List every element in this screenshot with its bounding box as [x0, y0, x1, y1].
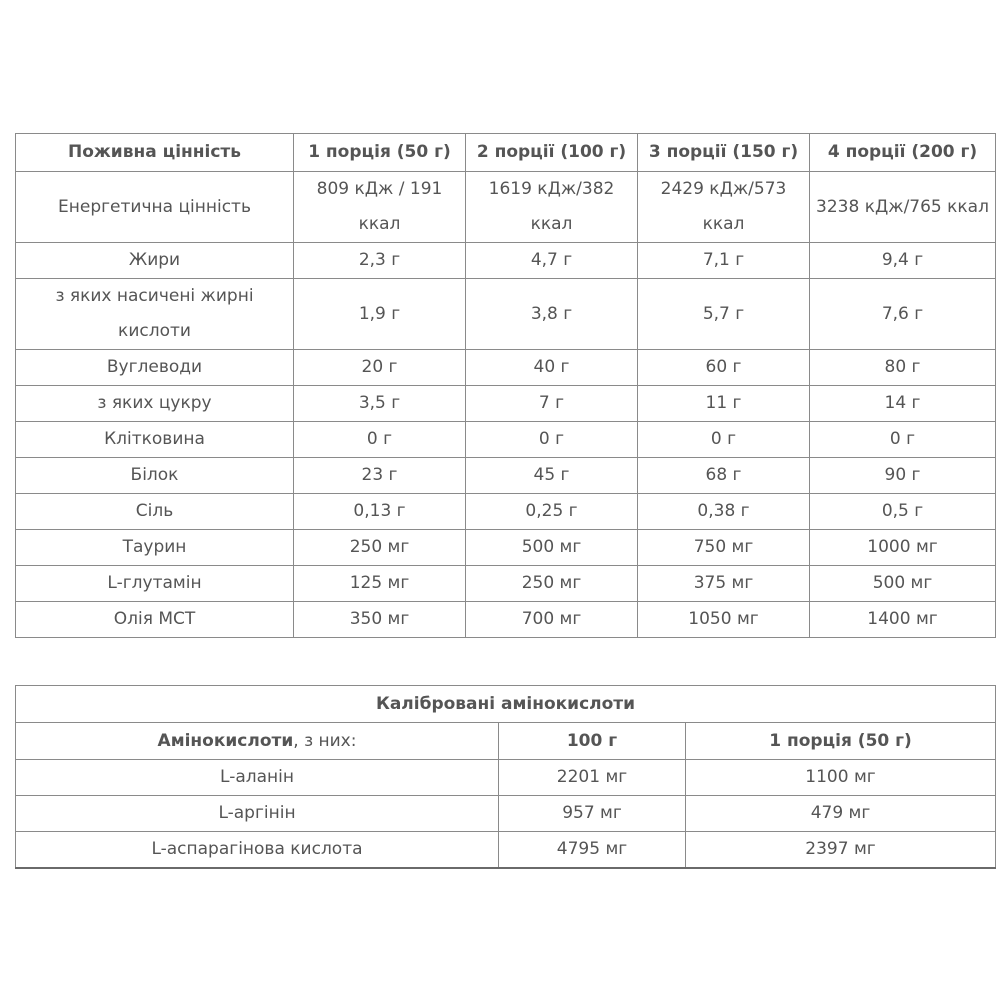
cell-value: 20 г	[294, 350, 466, 386]
amino-title-row	[16, 686, 996, 723]
header-3-servings: 3 порції (150 г)	[638, 134, 810, 172]
nutrition-header-row	[16, 134, 996, 172]
cell-value: 1400 мг	[810, 602, 996, 638]
row-label: Сіль	[16, 494, 294, 530]
table-row	[16, 279, 996, 350]
cell-value: 2,3 г	[294, 243, 466, 279]
cell-value: 9,4 г	[810, 243, 996, 279]
row-label: з яких цукру	[16, 386, 294, 422]
cell-value: 0 г	[294, 422, 466, 458]
header-amino-acids-rest: , з них:	[293, 731, 357, 751]
cell-value: 3,8 г	[466, 279, 638, 350]
cell-value: 2397 мг	[686, 832, 996, 869]
header-4-servings: 4 порції (200 г)	[810, 134, 996, 172]
cell-value: 0 г	[810, 422, 996, 458]
cell-value: 1100 мг	[686, 760, 996, 796]
cell-value: 700 мг	[466, 602, 638, 638]
table-row	[16, 386, 996, 422]
header-2-servings: 2 порції (100 г)	[466, 134, 638, 172]
table-row	[16, 350, 996, 386]
cell-value: 1050 мг	[638, 602, 810, 638]
cell-value: 957 мг	[499, 796, 686, 832]
cell-value: 809 кДж / 191 ккал	[294, 172, 466, 243]
cell-value: 0 г	[466, 422, 638, 458]
cell-value: 0,5 г	[810, 494, 996, 530]
table-row	[16, 172, 996, 243]
cell-value: 0 г	[638, 422, 810, 458]
cell-value: 45 г	[466, 458, 638, 494]
amino-header-row	[16, 723, 996, 760]
row-label: Клітковина	[16, 422, 294, 458]
table-row	[16, 422, 996, 458]
nutrition-table	[15, 133, 996, 638]
row-label: Олія МСТ	[16, 602, 294, 638]
header-nutritional-value: Поживна цінність	[16, 134, 294, 172]
row-label: Енергетична цінність	[16, 172, 294, 243]
cell-value: 1,9 г	[294, 279, 466, 350]
cell-value: 750 мг	[638, 530, 810, 566]
table-row	[16, 602, 996, 638]
cell-value: 11 г	[638, 386, 810, 422]
cell-value: 1000 мг	[810, 530, 996, 566]
row-label: L-глутамін	[16, 566, 294, 602]
cell-value: 125 мг	[294, 566, 466, 602]
table-row	[16, 796, 996, 832]
table-row	[16, 566, 996, 602]
cell-value: 2429 кДж/573 ккал	[638, 172, 810, 243]
cell-value: 4795 мг	[499, 832, 686, 869]
table-row	[16, 243, 996, 279]
row-label: з яких насичені жирні кислоти	[16, 279, 294, 350]
row-label: L-аспарагінова кислота	[16, 832, 499, 869]
cell-value: 0,38 г	[638, 494, 810, 530]
header-amino-acids	[16, 723, 499, 760]
cell-value: 1619 кДж/382 ккал	[466, 172, 638, 243]
header-100g: 100 г	[499, 723, 686, 760]
cell-value: 3238 кДж/765 ккал	[810, 172, 996, 243]
amino-acids-table	[15, 685, 996, 869]
amino-table-title: Калібровані амінокислоти	[16, 686, 996, 723]
cell-value: 14 г	[810, 386, 996, 422]
row-label: Білок	[16, 458, 294, 494]
table-row	[16, 760, 996, 796]
row-label: Таурин	[16, 530, 294, 566]
header-1-serving: 1 порція (50 г)	[686, 723, 996, 760]
cell-value: 5,7 г	[638, 279, 810, 350]
row-label: Вуглеводи	[16, 350, 294, 386]
cell-value: 500 мг	[810, 566, 996, 602]
table-row	[16, 494, 996, 530]
row-label: L-аланін	[16, 760, 499, 796]
cell-value: 0,13 г	[294, 494, 466, 530]
cell-value: 7,1 г	[638, 243, 810, 279]
table-row	[16, 530, 996, 566]
cell-value: 250 мг	[294, 530, 466, 566]
cell-value: 4,7 г	[466, 243, 638, 279]
cell-value: 500 мг	[466, 530, 638, 566]
cell-value: 250 мг	[466, 566, 638, 602]
cell-value: 23 г	[294, 458, 466, 494]
cell-value: 375 мг	[638, 566, 810, 602]
row-label: L-аргінін	[16, 796, 499, 832]
header-amino-acids-bold: Амінокислоти	[157, 731, 294, 751]
table-row	[16, 832, 996, 869]
cell-value: 7 г	[466, 386, 638, 422]
cell-value: 2201 мг	[499, 760, 686, 796]
cell-value: 0,25 г	[466, 494, 638, 530]
header-1-serving: 1 порція (50 г)	[294, 134, 466, 172]
cell-value: 90 г	[810, 458, 996, 494]
table-row	[16, 458, 996, 494]
row-label: Жири	[16, 243, 294, 279]
cell-value: 80 г	[810, 350, 996, 386]
cell-value: 479 мг	[686, 796, 996, 832]
cell-value: 60 г	[638, 350, 810, 386]
cell-value: 40 г	[466, 350, 638, 386]
cell-value: 7,6 г	[810, 279, 996, 350]
cell-value: 3,5 г	[294, 386, 466, 422]
cell-value: 68 г	[638, 458, 810, 494]
cell-value: 350 мг	[294, 602, 466, 638]
